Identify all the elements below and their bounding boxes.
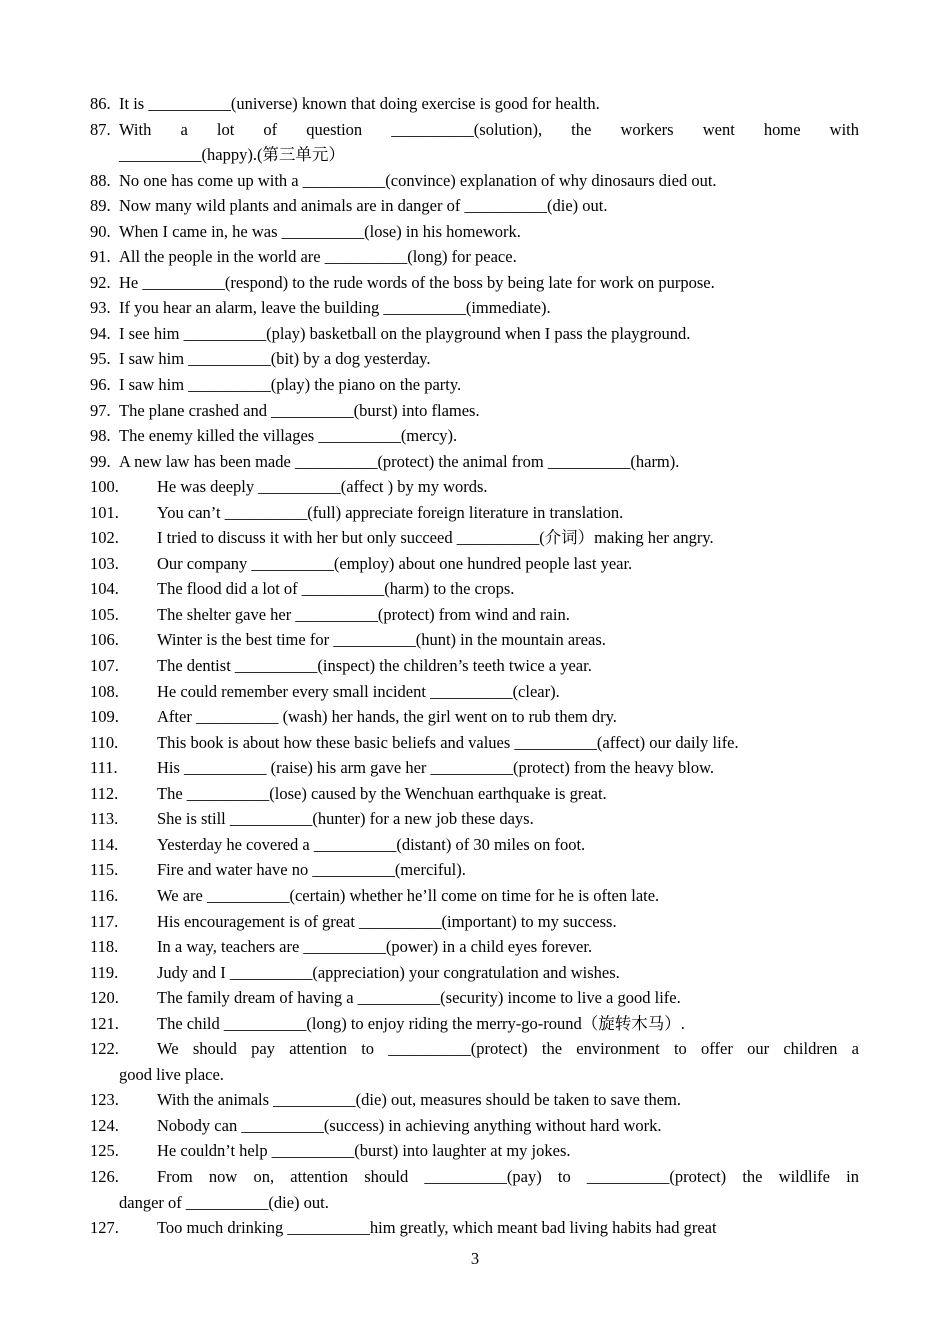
exercise-number: 94.: [90, 323, 111, 343]
exercise-number: 89.: [90, 196, 111, 216]
exercise-text: The child __________(long) to enjoy riding the merry-go-round（旋转木马）.: [157, 1013, 685, 1033]
exercise-item: [90, 1138, 859, 1164]
exercise-item: [90, 627, 859, 653]
exercise-number: 118.: [90, 937, 119, 957]
exercise-number: 120.: [90, 988, 119, 1008]
exercise-item: [90, 474, 859, 500]
exercise-number: 98.: [90, 426, 111, 446]
exercise-text: The flood did a lot of __________(harm) to the crops.: [157, 579, 515, 599]
exercise-item: [90, 168, 859, 194]
exercise-item: [90, 500, 859, 526]
exercise-number: 102.: [90, 528, 119, 548]
exercise-text: With the animals __________(die) out, measures should be taken to save them.: [157, 1090, 682, 1110]
exercise-number: 122.: [90, 1039, 119, 1059]
exercise-item: [90, 806, 859, 832]
exercise-number: 126.: [90, 1166, 119, 1186]
exercise-number: 86.: [90, 94, 111, 113]
exercise-text: After __________ (wash) her hands, the girl went on to rub them dry.: [157, 707, 617, 727]
exercise-number: 127.: [90, 1218, 119, 1238]
exercise-item: [90, 985, 859, 1011]
exercise-item: [90, 576, 859, 602]
exercise-text: Nobody can __________(success) in achieving anything without hard work.: [157, 1115, 662, 1135]
exercise-item: [90, 449, 859, 475]
exercise-number: 101.: [90, 502, 119, 522]
exercise-number: 123.: [90, 1090, 119, 1110]
exercise-text-continued: __________(happy).(第三单元）: [119, 145, 345, 165]
exercise-number: 119.: [90, 962, 119, 982]
exercise-number: 103.: [90, 553, 119, 573]
exercise-text: I saw him __________(bit) by a dog yesterday.: [119, 349, 431, 369]
exercise-text: He could remember every small incident __________(clear).: [157, 681, 560, 701]
exercise-text: No one has come up with a __________(convince) explanation of why dinosaurs died out.: [119, 170, 717, 190]
exercise-item: [90, 857, 859, 883]
exercise-item: [90, 244, 859, 270]
exercise-item: [90, 423, 859, 449]
exercise-number: 100.: [90, 477, 119, 497]
exercise-text: Now many wild plants and animals are in danger of __________(die) out.: [119, 196, 608, 216]
exercise-text: The dentist __________(inspect) the children’s teeth twice a year.: [157, 656, 592, 676]
exercise-item: [90, 1113, 859, 1139]
exercise-text: He was deeply __________(affect ) by my words.: [157, 477, 488, 497]
page-number: 3: [470, 1249, 480, 1268]
exercise-number: 91.: [90, 247, 111, 267]
exercise-item: [90, 679, 859, 705]
exercise-item: [90, 704, 859, 730]
exercise-text: A new law has been made __________(protect) the animal from __________(harm).: [119, 451, 680, 471]
exercise-number: 106.: [90, 630, 119, 650]
exercise-number: 87.: [90, 119, 111, 139]
exercise-item: [90, 525, 859, 551]
exercise-item: [90, 883, 859, 909]
exercise-item: [90, 91, 859, 117]
exercise-item: [90, 653, 859, 679]
exercise-item: [90, 1215, 859, 1241]
exercise-item: [90, 398, 859, 424]
exercise-number: 116.: [90, 885, 119, 905]
exercise-text: The shelter gave her __________(protect) from wind and rain.: [157, 604, 570, 624]
exercise-item: [90, 1011, 859, 1037]
exercise-text: She is still __________(hunter) for a new job these days.: [157, 809, 534, 829]
exercise-text: I saw him __________(play) the piano on the party.: [119, 375, 462, 395]
exercise-item: [90, 346, 859, 372]
exercise-number: 121.: [90, 1013, 119, 1033]
exercise-text: Judy and I __________(appreciation) your congratulation and wishes.: [157, 962, 620, 982]
exercise-text: We should pay attention to __________(protect) the environment to offer our children a: [157, 1039, 859, 1059]
exercise-text: You can’t __________(full) appreciate foreign literature in translation.: [157, 502, 624, 522]
exercise-item: [90, 270, 859, 296]
exercise-text: The enemy killed the villages __________(mercy).: [119, 426, 458, 446]
exercise-number: 125.: [90, 1141, 119, 1161]
exercise-text: His __________ (raise) his arm gave her __________(protect) from the heavy blow.: [157, 758, 715, 778]
exercise-text: When I came in, he was __________(lose) in his homework.: [119, 221, 521, 241]
exercise-item: [90, 1036, 859, 1087]
exercise-number: 112.: [90, 783, 119, 803]
exercise-number: 88.: [90, 170, 111, 190]
exercise-text-continued: danger of __________(die) out.: [119, 1192, 329, 1212]
exercise-item: [90, 909, 859, 935]
exercise-text: The __________(lose) caused by the Wenchuan earthquake is great.: [157, 783, 607, 803]
exercise-text: We are __________(certain) whether he’ll come on time for he is often late.: [157, 885, 660, 905]
exercise-text-continued: good live place.: [119, 1064, 224, 1084]
exercise-text: If you hear an alarm, leave the building __________(immediate).: [119, 298, 551, 318]
exercise-number: 96.: [90, 375, 111, 395]
exercise-item: [90, 321, 859, 347]
exercise-item: [90, 372, 859, 398]
exercise-text: All the people in the world are __________(long) for peace.: [119, 247, 517, 267]
exercise-item: [90, 1087, 859, 1113]
exercise-number: 110.: [90, 732, 119, 752]
exercise-number: 113.: [90, 809, 119, 829]
exercise-text: He __________(respond) to the rude words of the boss by being late for work on purpose.: [119, 272, 715, 292]
exercise-text: The plane crashed and __________(burst) into flames.: [119, 400, 480, 420]
exercise-item: [90, 934, 859, 960]
exercise-text: With a lot of question __________(solution), the workers went home with: [119, 119, 859, 139]
exercise-item: [90, 755, 859, 781]
exercise-number: 108.: [90, 681, 119, 701]
exercise-number: 115.: [90, 860, 119, 880]
exercise-text: Too much drinking __________him greatly, which meant bad living habits had great: [157, 1218, 717, 1238]
exercise-text: He couldn’t help __________(burst) into laughter at my jokes.: [157, 1141, 571, 1161]
exercise-number: 92.: [90, 272, 111, 292]
exercise-item: [90, 219, 859, 245]
exercise-number: 117.: [90, 911, 119, 931]
exercise-number: 95.: [90, 349, 111, 369]
exercise-text: In a way, teachers are __________(power) in a child eyes forever.: [157, 937, 593, 957]
exercise-item: [90, 193, 859, 219]
exercise-number: 99.: [90, 451, 111, 471]
exercise-text: The family dream of having a __________(security) income to live a good life.: [157, 988, 681, 1008]
exercise-text: It is __________(universe) known that doing exercise is good for health.: [119, 94, 600, 113]
exercise-item: [90, 602, 859, 628]
exercise-item: [90, 117, 859, 168]
exercise-number: 111.: [90, 758, 118, 778]
exercise-text: His encouragement is of great __________(important) to my success.: [157, 911, 617, 931]
exercise-number: 109.: [90, 707, 119, 727]
exercise-item: [90, 551, 859, 577]
exercise-number: 93.: [90, 298, 111, 318]
exercise-text: Yesterday he covered a __________(distant) of 30 miles on foot.: [157, 834, 586, 854]
exercise-text: Our company __________(employ) about one hundred people last year.: [157, 553, 633, 573]
exercise-item: [90, 781, 859, 807]
exercise-text: I see him __________(play) basketball on the playground when I pass the playground.: [119, 323, 691, 343]
exercise-number: 124.: [90, 1115, 119, 1135]
exercise-item: [90, 960, 859, 986]
exercise-text: From now on, attention should __________(pay) to __________(protect) the wildlife in: [157, 1166, 859, 1186]
exercise-number: 107.: [90, 656, 119, 676]
exercise-item: [90, 1164, 859, 1215]
exercise-number: 90.: [90, 221, 111, 241]
exercise-item: [90, 295, 859, 321]
exercise-text: Winter is the best time for __________(hunt) in the mountain areas.: [157, 630, 606, 650]
exercise-item: [90, 832, 859, 858]
exercise-number: 105.: [90, 604, 119, 624]
exercise-text: This book is about how these basic beliefs and values __________(affect) our daily life.: [157, 732, 739, 752]
exercise-list: [90, 91, 859, 1241]
exercise-number: 104.: [90, 579, 119, 599]
exercise-text: Fire and water have no __________(merciful).: [157, 860, 466, 880]
exercise-number: 114.: [90, 834, 119, 854]
exercise-number: 97.: [90, 400, 111, 420]
exercise-text: I tried to discuss it with her but only succeed __________(介词）making her angry.: [157, 528, 714, 548]
exercise-item: [90, 730, 859, 756]
